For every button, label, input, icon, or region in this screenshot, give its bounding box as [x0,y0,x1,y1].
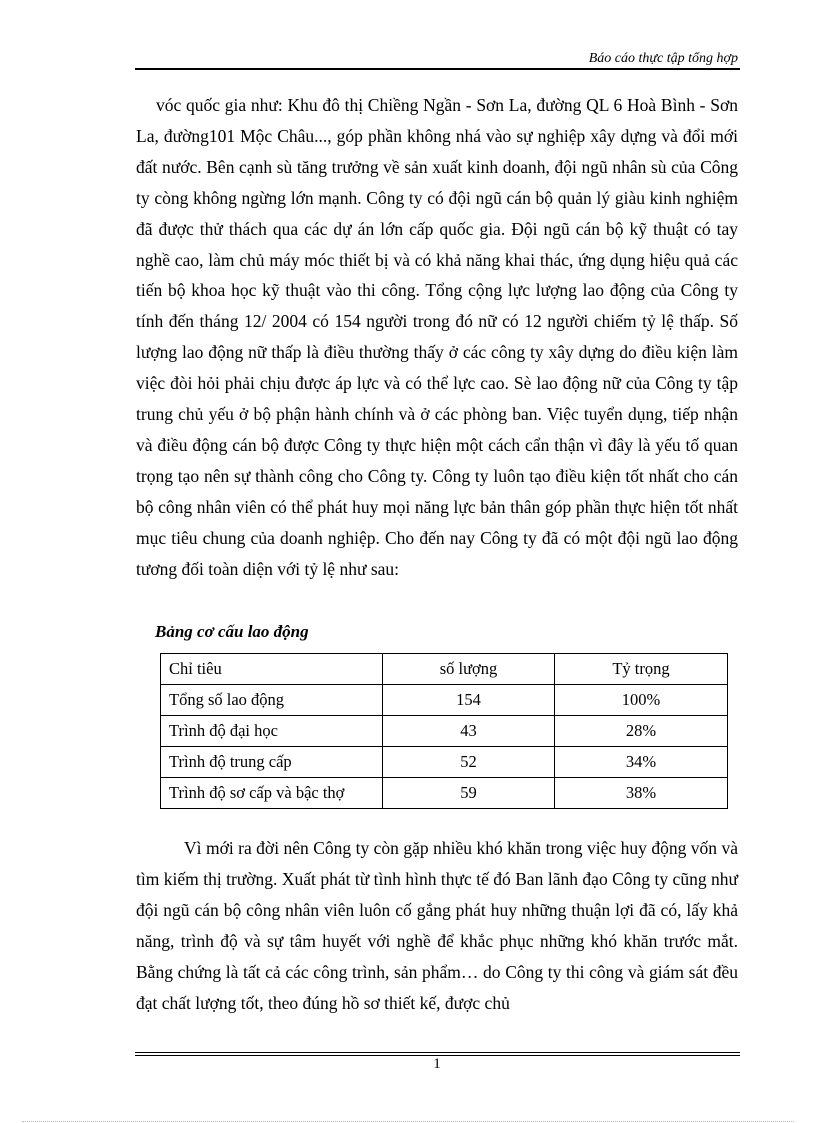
row-quantity: 59 [383,778,555,809]
header-cell-indicator: Chỉ tiêu [161,654,383,685]
labor-structure-table [160,653,728,809]
footer-rule [135,1052,740,1053]
row-label: Trình độ trung cấp [161,747,383,778]
header-cell-quantity: số lượng [383,654,555,685]
table-header-row [161,654,728,685]
row-share: 38% [555,778,728,809]
table-title: Bảng cơ cấu lao động [155,622,309,641]
page-bottom-divider [22,1121,794,1122]
header-rule [135,68,740,70]
running-header: Báo cáo thực tập tổng hợp [588,51,738,66]
row-quantity: 52 [383,747,555,778]
row-label: Trình độ đại học [161,716,383,747]
page-number: 1 [433,1056,441,1072]
row-share: 28% [555,716,728,747]
page-number-container [0,1056,816,1073]
table-row [161,747,728,778]
row-label: Trình độ sơ cấp và bậc thợ [161,778,383,809]
row-label: Tổng số lao động [161,685,383,716]
row-share: 100% [555,685,728,716]
row-share: 34% [555,747,728,778]
body-paragraph-2: Vì mới ra đời nên Công ty còn gặp nhiều khó khăn trong việc huy động vốn và tìm kiếm thị trường. Xuất phát từ tình hình thực tế đó Ban lãnh đạo Công ty cũng như đội ngũ cán bộ công nhân viên luôn cố gắng phát huy những thuận lợi đã có, lấy khả năng, trình độ và sự tâm huyết với nghề để khắc phục những khó khăn trước mắt. Bằng chứng là tất cả các công trình, sản phẩm… do Công ty thi công và giám sát đều đạt chất lượng tốt, theo đúng hồ sơ thiết kế, được chủ [136,838,738,1013]
table-row [161,685,728,716]
table-row [161,716,728,747]
header-cell-share: Tỷ trọng [555,654,728,685]
table-row [161,778,728,809]
row-quantity: 154 [383,685,555,716]
row-quantity: 43 [383,716,555,747]
body-paragraph-1: vóc quốc gia như: Khu đô thị Chiềng Ngần - Sơn La, đường QL 6 Hoà Bình - Sơn La, đường101 Mộc Châu..., góp phần không nhá vào sự nghiệp xây dựng và đổi mới đất nước. Bên cạnh sù tăng trưởng về sản xuất kinh doanh, đội ngũ nhân sù của Công ty còng không ngừng lớn mạnh. Công ty có đội ngũ cán bộ quản lý giàu kinh nghiệm đã được thử thách qua các dự án lớn cấp quốc gia. Đội ngũ cán bộ kỹ thuật có tay nghề cao, làm chủ máy móc thiết bị và có khả năng khai thác, ứng dụng hiệu quả các tiến bộ khoa học kỹ thuật vào thi công. Tổng cộng lực lượng lao động của Công ty tính đến tháng 12/ 2004 có 154 người trong đó nữ có 12 người chiếm tỷ lệ thấp. Số lượng lao động nữ thấp là điều thường thấy ở các công ty xây dựng do điều kiện làm việc đòi hỏi phải chịu được áp lực và có thể lực cao. Sè lao động nữ của Công ty tập trung chủ yếu ở bộ phận hành chính và ở các phòng ban. Việc tuyển dụng, tiếp nhận và điều động cán bộ được Công ty thực hiện một cách cẩn thận vì đây là yếu tố quan trọng tạo nên sự thành công cho Công ty. Công ty luôn tạo điều kiện tốt nhất cho cán bộ công nhân viên có thể phát huy mọi năng lực bản thân góp phần thực hiện tốt nhất mục tiêu chung của doanh nghiệp. Cho đến nay Công ty đã có một đội ngũ lao động tương đối toàn diện với tỷ lệ như sau: [136,95,738,579]
